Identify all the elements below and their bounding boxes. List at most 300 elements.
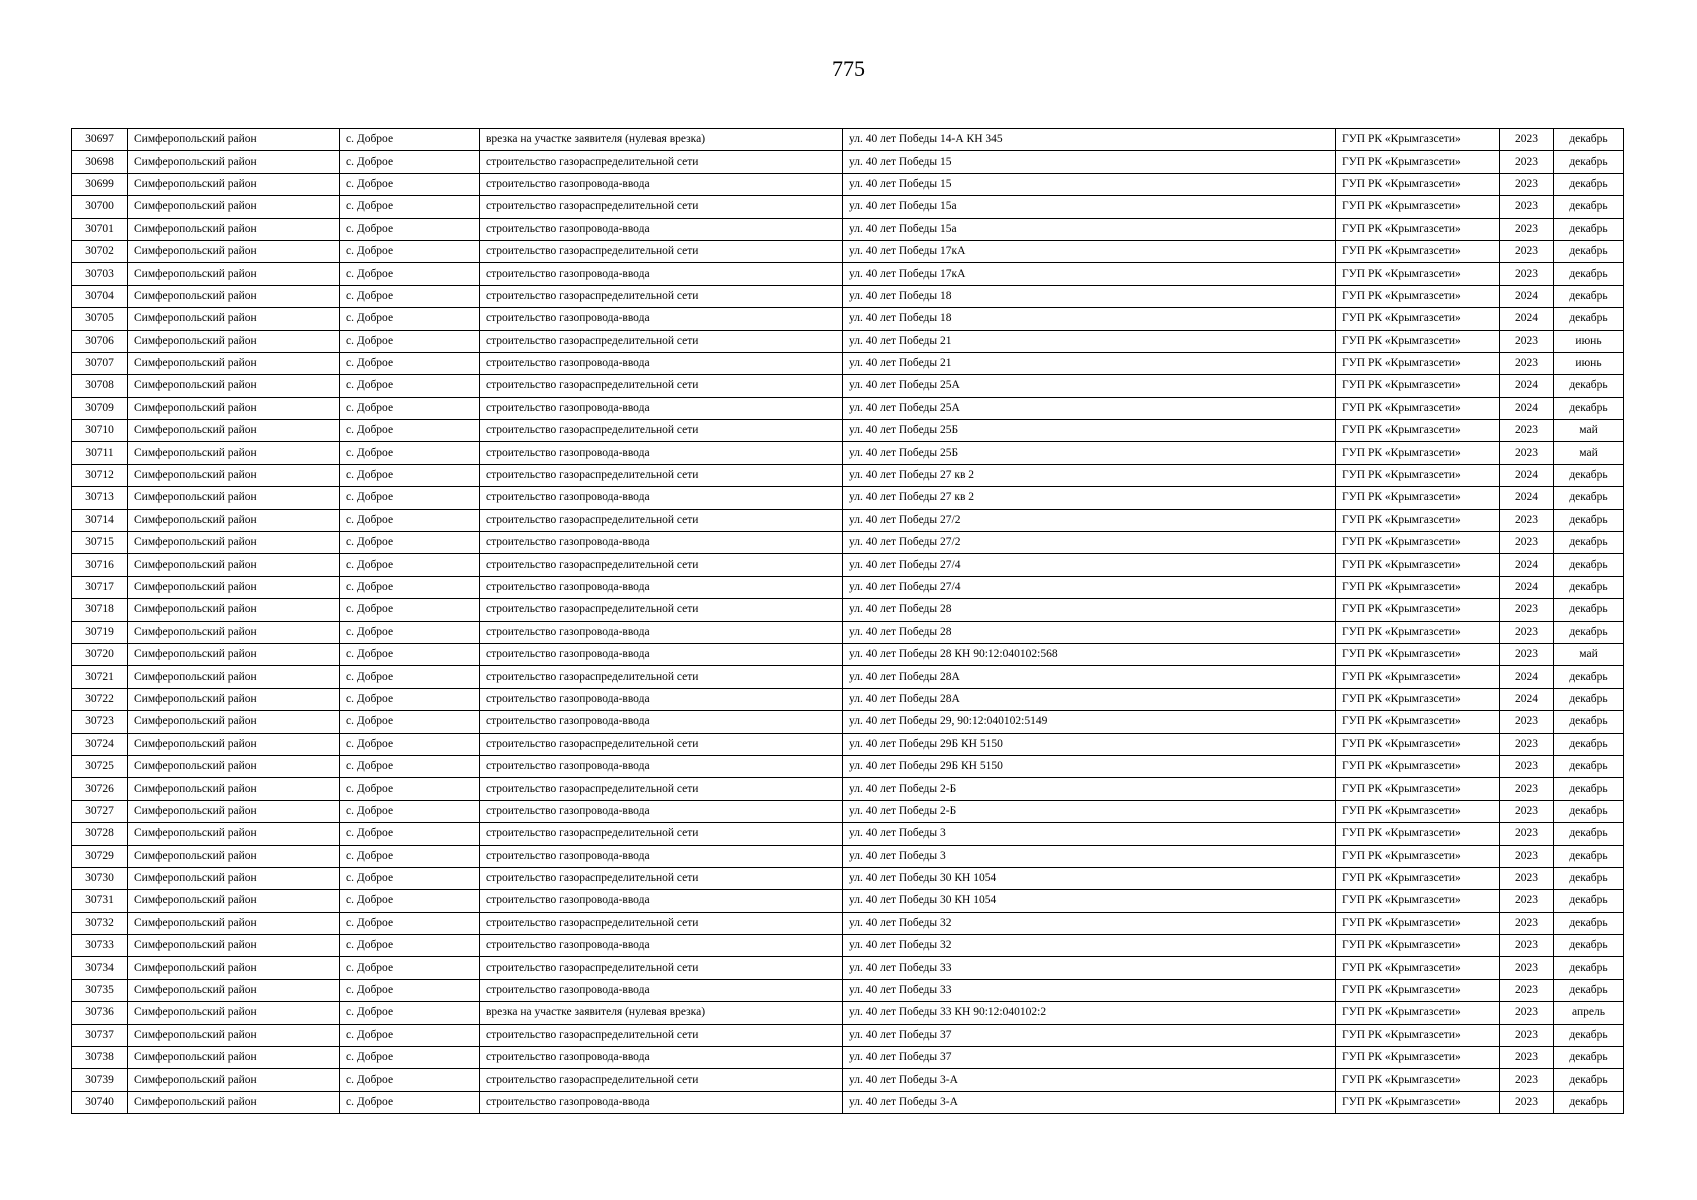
organization-cell: ГУП РК «Крымгазсети» <box>1336 935 1500 957</box>
address-cell: ул. 40 лет Победы 27/4 <box>843 554 1336 576</box>
district-cell: Симферопольский район <box>128 129 340 151</box>
row-number: 30719 <box>72 621 128 643</box>
district-cell: Симферопольский район <box>128 599 340 621</box>
month-cell: декабрь <box>1554 1047 1624 1069</box>
row-number: 30737 <box>72 1024 128 1046</box>
year-cell: 2024 <box>1500 397 1554 419</box>
row-number: 30725 <box>72 755 128 777</box>
year-cell: 2023 <box>1500 800 1554 822</box>
work-type-cell: строительство газопровода-ввода <box>480 845 843 867</box>
work-type-cell: строительство газораспределительной сети <box>480 240 843 262</box>
table-row <box>72 397 1624 419</box>
work-type-cell: строительство газораспределительной сети <box>480 375 843 397</box>
work-type-cell: строительство газопровода-ввода <box>480 442 843 464</box>
work-type-cell: строительство газораспределительной сети <box>480 778 843 800</box>
address-cell: ул. 40 лет Победы 33 <box>843 979 1336 1001</box>
row-number: 30724 <box>72 733 128 755</box>
district-cell: Симферопольский район <box>128 1091 340 1113</box>
work-type-cell: строительство газопровода-ввода <box>480 890 843 912</box>
organization-cell: ГУП РК «Крымгазсети» <box>1336 375 1500 397</box>
settlement-cell: с. Доброе <box>340 263 480 285</box>
address-cell: ул. 40 лет Победы 15 <box>843 151 1336 173</box>
settlement-cell: с. Доброе <box>340 823 480 845</box>
organization-cell: ГУП РК «Крымгазсети» <box>1336 1047 1500 1069</box>
work-type-cell: строительство газопровода-ввода <box>480 1047 843 1069</box>
work-type-cell: строительство газопровода-ввода <box>480 576 843 598</box>
district-cell: Симферопольский район <box>128 442 340 464</box>
table-row <box>72 1002 1624 1024</box>
settlement-cell: с. Доброе <box>340 599 480 621</box>
table-row <box>72 576 1624 598</box>
district-cell: Симферопольский район <box>128 778 340 800</box>
work-type-cell: строительство газопровода-ввода <box>480 935 843 957</box>
district-cell: Симферопольский район <box>128 263 340 285</box>
organization-cell: ГУП РК «Крымгазсети» <box>1336 487 1500 509</box>
year-cell: 2023 <box>1500 733 1554 755</box>
row-number: 30720 <box>72 643 128 665</box>
address-cell: ул. 40 лет Победы 33 КН 90:12:040102:2 <box>843 1002 1336 1024</box>
organization-cell: ГУП РК «Крымгазсети» <box>1336 129 1500 151</box>
month-cell: декабрь <box>1554 755 1624 777</box>
work-type-cell: строительство газораспределительной сети <box>480 733 843 755</box>
month-cell: декабрь <box>1554 554 1624 576</box>
district-cell: Симферопольский район <box>128 643 340 665</box>
row-number: 30734 <box>72 957 128 979</box>
work-type-cell: строительство газопровода-ввода <box>480 487 843 509</box>
work-type-cell: строительство газораспределительной сети <box>480 464 843 486</box>
year-cell: 2024 <box>1500 576 1554 598</box>
month-cell: декабрь <box>1554 464 1624 486</box>
address-cell: ул. 40 лет Победы 14-А КН 345 <box>843 129 1336 151</box>
district-cell: Симферопольский район <box>128 173 340 195</box>
year-cell: 2023 <box>1500 1002 1554 1024</box>
row-number: 30717 <box>72 576 128 598</box>
settlement-cell: с. Доброе <box>340 151 480 173</box>
year-cell: 2023 <box>1500 711 1554 733</box>
work-type-cell: строительство газораспределительной сети <box>480 599 843 621</box>
year-cell: 2023 <box>1500 1047 1554 1069</box>
address-cell: ул. 40 лет Победы 21 <box>843 330 1336 352</box>
month-cell: декабрь <box>1554 711 1624 733</box>
row-number: 30727 <box>72 800 128 822</box>
address-cell: ул. 40 лет Победы 33 <box>843 957 1336 979</box>
year-cell: 2023 <box>1500 979 1554 1001</box>
year-cell: 2024 <box>1500 308 1554 330</box>
month-cell: декабрь <box>1554 800 1624 822</box>
year-cell: 2023 <box>1500 755 1554 777</box>
work-type-cell: строительство газопровода-ввода <box>480 711 843 733</box>
district-cell: Симферопольский район <box>128 935 340 957</box>
district-cell: Симферопольский район <box>128 397 340 419</box>
table-row <box>72 442 1624 464</box>
address-cell: ул. 40 лет Победы 17кА <box>843 240 1336 262</box>
month-cell: май <box>1554 442 1624 464</box>
organization-cell: ГУП РК «Крымгазсети» <box>1336 442 1500 464</box>
table-row <box>72 643 1624 665</box>
address-cell: ул. 40 лет Победы 25А <box>843 375 1336 397</box>
district-cell: Симферопольский район <box>128 330 340 352</box>
district-cell: Симферопольский район <box>128 711 340 733</box>
row-number: 30697 <box>72 129 128 151</box>
month-cell: декабрь <box>1554 1024 1624 1046</box>
year-cell: 2024 <box>1500 666 1554 688</box>
table-row <box>72 1091 1624 1113</box>
settlement-cell: с. Доброе <box>340 957 480 979</box>
address-cell: ул. 40 лет Победы 32 <box>843 935 1336 957</box>
settlement-cell: с. Доброе <box>340 643 480 665</box>
row-number: 30731 <box>72 890 128 912</box>
work-type-cell: строительство газопровода-ввода <box>480 621 843 643</box>
organization-cell: ГУП РК «Крымгазсети» <box>1336 957 1500 979</box>
month-cell: декабрь <box>1554 173 1624 195</box>
year-cell: 2023 <box>1500 442 1554 464</box>
address-cell: ул. 40 лет Победы 15а <box>843 196 1336 218</box>
settlement-cell: с. Доброе <box>340 733 480 755</box>
organization-cell: ГУП РК «Крымгазсети» <box>1336 979 1500 1001</box>
settlement-cell: с. Доброе <box>340 979 480 1001</box>
district-cell: Симферопольский район <box>128 733 340 755</box>
year-cell: 2023 <box>1500 173 1554 195</box>
table-row <box>72 240 1624 262</box>
organization-cell: ГУП РК «Крымгазсети» <box>1336 688 1500 710</box>
district-cell: Симферопольский район <box>128 509 340 531</box>
work-type-cell: строительство газопровода-ввода <box>480 397 843 419</box>
work-type-cell: строительство газораспределительной сети <box>480 196 843 218</box>
organization-cell: ГУП РК «Крымгазсети» <box>1336 845 1500 867</box>
address-cell: ул. 40 лет Победы 27/2 <box>843 532 1336 554</box>
district-cell: Симферопольский район <box>128 823 340 845</box>
settlement-cell: с. Доброе <box>340 442 480 464</box>
year-cell: 2024 <box>1500 375 1554 397</box>
settlement-cell: с. Доброе <box>340 1002 480 1024</box>
table-row <box>72 487 1624 509</box>
row-number: 30729 <box>72 845 128 867</box>
organization-cell: ГУП РК «Крымгазсети» <box>1336 733 1500 755</box>
settlement-cell: с. Доброе <box>340 576 480 598</box>
organization-cell: ГУП РК «Крымгазсети» <box>1336 778 1500 800</box>
row-number: 30711 <box>72 442 128 464</box>
work-type-cell: строительство газораспределительной сети <box>480 823 843 845</box>
year-cell: 2023 <box>1500 352 1554 374</box>
address-cell: ул. 40 лет Победы 28А <box>843 688 1336 710</box>
district-cell: Симферопольский район <box>128 845 340 867</box>
work-type-cell: строительство газораспределительной сети <box>480 330 843 352</box>
district-cell: Симферопольский район <box>128 1024 340 1046</box>
district-cell: Симферопольский район <box>128 464 340 486</box>
table-row <box>72 935 1624 957</box>
work-type-cell: строительство газопровода-ввода <box>480 800 843 822</box>
year-cell: 2023 <box>1500 778 1554 800</box>
row-number: 30735 <box>72 979 128 1001</box>
organization-cell: ГУП РК «Крымгазсети» <box>1336 912 1500 934</box>
table-row <box>72 330 1624 352</box>
work-type-cell: строительство газораспределительной сети <box>480 509 843 531</box>
row-number: 30700 <box>72 196 128 218</box>
year-cell: 2023 <box>1500 823 1554 845</box>
organization-cell: ГУП РК «Крымгазсети» <box>1336 308 1500 330</box>
table-row <box>72 688 1624 710</box>
district-cell: Симферопольский район <box>128 1047 340 1069</box>
address-cell: ул. 40 лет Победы 37 <box>843 1024 1336 1046</box>
month-cell: июнь <box>1554 352 1624 374</box>
settlement-cell: с. Доброе <box>340 912 480 934</box>
work-type-cell: строительство газопровода-ввода <box>480 352 843 374</box>
work-type-cell: строительство газораспределительной сети <box>480 1024 843 1046</box>
year-cell: 2023 <box>1500 330 1554 352</box>
year-cell: 2023 <box>1500 621 1554 643</box>
row-number: 30714 <box>72 509 128 531</box>
settlement-cell: с. Доброе <box>340 755 480 777</box>
table-row <box>72 285 1624 307</box>
month-cell: декабрь <box>1554 733 1624 755</box>
table-row <box>72 666 1624 688</box>
work-type-cell: строительство газораспределительной сети <box>480 285 843 307</box>
address-cell: ул. 40 лет Победы 27/4 <box>843 576 1336 598</box>
settlement-cell: с. Доброе <box>340 196 480 218</box>
organization-cell: ГУП РК «Крымгазсети» <box>1336 643 1500 665</box>
month-cell: декабрь <box>1554 240 1624 262</box>
district-cell: Симферопольский район <box>128 688 340 710</box>
address-cell: ул. 40 лет Победы 15 <box>843 173 1336 195</box>
row-number: 30716 <box>72 554 128 576</box>
table-row <box>72 733 1624 755</box>
row-number: 30722 <box>72 688 128 710</box>
address-cell: ул. 40 лет Победы 3-А <box>843 1091 1336 1113</box>
table-row <box>72 823 1624 845</box>
year-cell: 2023 <box>1500 151 1554 173</box>
table-row <box>72 464 1624 486</box>
table-row <box>72 263 1624 285</box>
settlement-cell: с. Доброе <box>340 532 480 554</box>
table-row <box>72 1069 1624 1091</box>
row-number: 30723 <box>72 711 128 733</box>
district-cell: Симферопольский район <box>128 375 340 397</box>
organization-cell: ГУП РК «Крымгазсети» <box>1336 1024 1500 1046</box>
row-number: 30710 <box>72 420 128 442</box>
district-cell: Симферопольский район <box>128 621 340 643</box>
year-cell: 2023 <box>1500 912 1554 934</box>
row-number: 30704 <box>72 285 128 307</box>
organization-cell: ГУП РК «Крымгазсети» <box>1336 1002 1500 1024</box>
organization-cell: ГУП РК «Крымгазсети» <box>1336 352 1500 374</box>
organization-cell: ГУП РК «Крымгазсети» <box>1336 666 1500 688</box>
work-type-cell: строительство газопровода-ввода <box>480 643 843 665</box>
settlement-cell: с. Доброе <box>340 352 480 374</box>
district-cell: Симферопольский район <box>128 576 340 598</box>
table-row <box>72 957 1624 979</box>
address-cell: ул. 40 лет Победы 18 <box>843 285 1336 307</box>
settlement-cell: с. Доброе <box>340 375 480 397</box>
year-cell: 2024 <box>1500 487 1554 509</box>
table-row <box>72 867 1624 889</box>
district-cell: Симферопольский район <box>128 487 340 509</box>
month-cell: июнь <box>1554 330 1624 352</box>
work-type-cell: строительство газопровода-ввода <box>480 173 843 195</box>
organization-cell: ГУП РК «Крымгазсети» <box>1336 285 1500 307</box>
settlement-cell: с. Доброе <box>340 1091 480 1113</box>
row-number: 30712 <box>72 464 128 486</box>
page-number: 775 <box>832 56 865 81</box>
address-cell: ул. 40 лет Победы 32 <box>843 912 1336 934</box>
settlement-cell: с. Доброе <box>340 800 480 822</box>
organization-cell: ГУП РК «Крымгазсети» <box>1336 823 1500 845</box>
month-cell: декабрь <box>1554 576 1624 598</box>
address-cell: ул. 40 лет Победы 3-А <box>843 1069 1336 1091</box>
year-cell: 2023 <box>1500 867 1554 889</box>
district-cell: Симферопольский район <box>128 867 340 889</box>
month-cell: декабрь <box>1554 688 1624 710</box>
address-cell: ул. 40 лет Победы 25Б <box>843 442 1336 464</box>
settlement-cell: с. Доброе <box>340 464 480 486</box>
address-cell: ул. 40 лет Победы 15а <box>843 218 1336 240</box>
year-cell: 2023 <box>1500 845 1554 867</box>
district-cell: Симферопольский район <box>128 420 340 442</box>
row-number: 30733 <box>72 935 128 957</box>
address-cell: ул. 40 лет Победы 29, 90:12:040102:5149 <box>843 711 1336 733</box>
organization-cell: ГУП РК «Крымгазсети» <box>1336 330 1500 352</box>
table-row <box>72 1024 1624 1046</box>
settlement-cell: с. Доброе <box>340 688 480 710</box>
district-cell: Симферопольский район <box>128 957 340 979</box>
table-row <box>72 375 1624 397</box>
row-number: 30736 <box>72 1002 128 1024</box>
month-cell: декабрь <box>1554 509 1624 531</box>
month-cell: декабрь <box>1554 263 1624 285</box>
table-row <box>72 554 1624 576</box>
district-cell: Симферопольский район <box>128 800 340 822</box>
address-cell: ул. 40 лет Победы 18 <box>843 308 1336 330</box>
year-cell: 2023 <box>1500 890 1554 912</box>
address-cell: ул. 40 лет Победы 21 <box>843 352 1336 374</box>
work-type-cell: строительство газораспределительной сети <box>480 666 843 688</box>
month-cell: декабрь <box>1554 823 1624 845</box>
district-cell: Симферопольский район <box>128 218 340 240</box>
organization-cell: ГУП РК «Крымгазсети» <box>1336 554 1500 576</box>
settlement-cell: с. Доброе <box>340 867 480 889</box>
address-cell: ул. 40 лет Победы 30 КН 1054 <box>843 890 1336 912</box>
month-cell: апрель <box>1554 1002 1624 1024</box>
work-type-cell: строительство газопровода-ввода <box>480 755 843 777</box>
address-cell: ул. 40 лет Победы 29Б КН 5150 <box>843 733 1336 755</box>
organization-cell: ГУП РК «Крымгазсети» <box>1336 532 1500 554</box>
month-cell: декабрь <box>1554 532 1624 554</box>
table-row <box>72 151 1624 173</box>
organization-cell: ГУП РК «Крымгазсети» <box>1336 420 1500 442</box>
work-type-cell: строительство газораспределительной сети <box>480 867 843 889</box>
work-type-cell: строительство газораспределительной сети <box>480 957 843 979</box>
district-cell: Симферопольский район <box>128 890 340 912</box>
month-cell: декабрь <box>1554 375 1624 397</box>
address-cell: ул. 40 лет Победы 37 <box>843 1047 1336 1069</box>
row-number: 30730 <box>72 867 128 889</box>
row-number: 30699 <box>72 173 128 195</box>
address-cell: ул. 40 лет Победы 28 <box>843 599 1336 621</box>
row-number: 30728 <box>72 823 128 845</box>
month-cell: декабрь <box>1554 487 1624 509</box>
settlement-cell: с. Доброе <box>340 218 480 240</box>
organization-cell: ГУП РК «Крымгазсети» <box>1336 173 1500 195</box>
settlement-cell: с. Доброе <box>340 420 480 442</box>
year-cell: 2023 <box>1500 196 1554 218</box>
month-cell: декабрь <box>1554 599 1624 621</box>
year-cell: 2023 <box>1500 263 1554 285</box>
row-number: 30698 <box>72 151 128 173</box>
month-cell: декабрь <box>1554 151 1624 173</box>
settlement-cell: с. Доброе <box>340 397 480 419</box>
month-cell: май <box>1554 643 1624 665</box>
year-cell: 2023 <box>1500 1091 1554 1113</box>
row-number: 30726 <box>72 778 128 800</box>
organization-cell: ГУП РК «Крымгазсети» <box>1336 397 1500 419</box>
month-cell: декабрь <box>1554 397 1624 419</box>
table-row <box>72 420 1624 442</box>
address-cell: ул. 40 лет Победы 28 <box>843 621 1336 643</box>
table-row <box>72 599 1624 621</box>
table-row <box>72 1047 1624 1069</box>
registry-table <box>71 128 1624 1114</box>
table-row <box>72 711 1624 733</box>
row-number: 30713 <box>72 487 128 509</box>
month-cell: май <box>1554 420 1624 442</box>
organization-cell: ГУП РК «Крымгазсети» <box>1336 621 1500 643</box>
year-cell: 2023 <box>1500 420 1554 442</box>
row-number: 30703 <box>72 263 128 285</box>
month-cell: декабрь <box>1554 979 1624 1001</box>
month-cell: декабрь <box>1554 778 1624 800</box>
district-cell: Симферопольский район <box>128 240 340 262</box>
month-cell: декабрь <box>1554 957 1624 979</box>
address-cell: ул. 40 лет Победы 25Б <box>843 420 1336 442</box>
table-row <box>72 173 1624 195</box>
settlement-cell: с. Доброе <box>340 1047 480 1069</box>
month-cell: декабрь <box>1554 867 1624 889</box>
year-cell: 2024 <box>1500 464 1554 486</box>
work-type-cell: строительство газопровода-ввода <box>480 532 843 554</box>
address-cell: ул. 40 лет Победы 2-Б <box>843 778 1336 800</box>
row-number: 30706 <box>72 330 128 352</box>
row-number: 30701 <box>72 218 128 240</box>
district-cell: Симферопольский район <box>128 1002 340 1024</box>
address-cell: ул. 40 лет Победы 27 кв 2 <box>843 464 1336 486</box>
settlement-cell: с. Доброе <box>340 285 480 307</box>
address-cell: ул. 40 лет Победы 3 <box>843 823 1336 845</box>
year-cell: 2023 <box>1500 532 1554 554</box>
address-cell: ул. 40 лет Победы 2-Б <box>843 800 1336 822</box>
table-row <box>72 532 1624 554</box>
address-cell: ул. 40 лет Победы 27 кв 2 <box>843 487 1336 509</box>
table-row <box>72 129 1624 151</box>
registry-body <box>72 129 1624 1114</box>
organization-cell: ГУП РК «Крымгазсети» <box>1336 890 1500 912</box>
work-type-cell: строительство газораспределительной сети <box>480 151 843 173</box>
organization-cell: ГУП РК «Крымгазсети» <box>1336 464 1500 486</box>
table-row <box>72 778 1624 800</box>
address-cell: ул. 40 лет Победы 25А <box>843 397 1336 419</box>
month-cell: декабрь <box>1554 1091 1624 1113</box>
month-cell: декабрь <box>1554 890 1624 912</box>
year-cell: 2023 <box>1500 935 1554 957</box>
row-number: 30738 <box>72 1047 128 1069</box>
district-cell: Симферопольский район <box>128 979 340 1001</box>
year-cell: 2024 <box>1500 688 1554 710</box>
month-cell: декабрь <box>1554 912 1624 934</box>
organization-cell: ГУП РК «Крымгазсети» <box>1336 1091 1500 1113</box>
row-number: 30732 <box>72 912 128 934</box>
year-cell: 2023 <box>1500 643 1554 665</box>
table-row <box>72 755 1624 777</box>
month-cell: декабрь <box>1554 845 1624 867</box>
district-cell: Симферопольский район <box>128 308 340 330</box>
